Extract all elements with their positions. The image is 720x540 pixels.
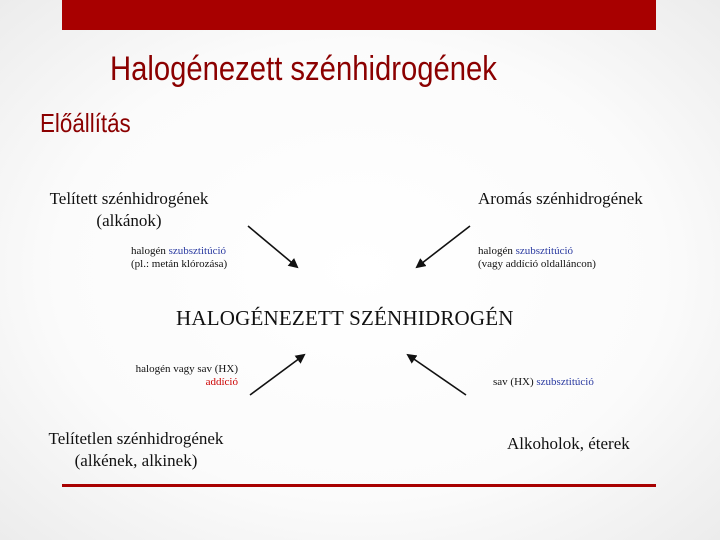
bottom-accent-line [62, 484, 656, 487]
arrow-alkanes-to-product [248, 226, 297, 267]
unsaturated-note-reagent: halogén vagy sav (HX) [135, 363, 238, 375]
arrow-aromatics-to-product [417, 226, 470, 267]
aromatics-note-detail: (vagy addíció oldalláncon) [478, 258, 596, 270]
alkanes-note-example: (pl.: metán klórozása) [131, 258, 228, 270]
unsaturated-line1: Telítetlen szénhidrogének [48, 429, 224, 448]
arrow-unsaturated-to-product [250, 355, 304, 395]
alkanes-line2: (alkánok) [96, 211, 162, 230]
slide-title: Halogénezett szénhidrogének [110, 50, 497, 88]
slide-subtitle: Előállítás [40, 108, 131, 138]
alcohols-note-keyword: szubsztitúció [536, 376, 594, 388]
alkanes-note-prefix: halogén [131, 245, 169, 257]
alkanes-line1: Telített szénhidrogének [49, 189, 209, 208]
unsaturated-line2: (alkének, alkinek) [74, 451, 198, 470]
alcohols-note-prefix: sav (HX) [493, 376, 537, 388]
aromatics-note-keyword: szubsztitúció [515, 245, 574, 257]
unsaturated-note-keyword: addíció [205, 376, 238, 388]
alcohols-label: Alkoholok, éterek [507, 434, 630, 453]
center-product-label: HALOGÉNEZETT SZÉNHIDROGÉN [176, 306, 514, 330]
alkanes-note-keyword: szubsztitúció [168, 245, 227, 257]
aromatics-label: Aromás szénhidrogének [478, 189, 643, 208]
aromatics-note-prefix: halogén [478, 245, 516, 257]
arrow-alcohols-to-product [408, 355, 466, 395]
